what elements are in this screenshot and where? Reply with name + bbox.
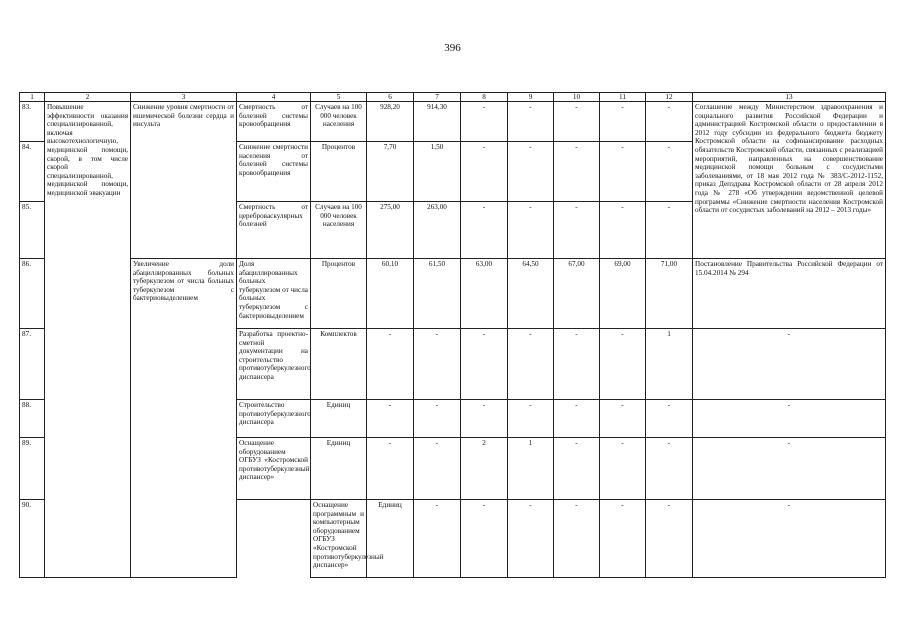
col-header: 3 (131, 93, 237, 102)
value-cell: 1,50 (414, 142, 461, 202)
value-cell: 63,00 (461, 259, 508, 329)
basis-cell: - (693, 329, 886, 400)
indicator-cell: Оснащение программным и компьютерным оборудованием ОГБУЗ «Костромской противотуберкулезный диспансер» (311, 500, 367, 578)
value-cell: - (508, 500, 554, 578)
value-cell: - (554, 500, 600, 578)
header-row (20, 93, 886, 102)
col-header: 6 (367, 93, 414, 102)
value-cell: 64,50 (508, 259, 554, 329)
row-number: 84. (20, 142, 45, 202)
value-cell: - (646, 400, 693, 438)
col-header: 13 (693, 93, 886, 102)
unit-cell: Единиц (311, 400, 367, 438)
unit-cell: Комплектов (311, 329, 367, 400)
row-number: 87. (20, 329, 45, 400)
value-cell: - (461, 500, 508, 578)
value-cell: - (554, 438, 600, 500)
basis-cell: Соглашение между Министерством здравоохранения и социального развития Российской Федерации и администрацией Костромской области о предоставлении в 2012 году субсидии из федерального бюджета бюджету Костромской области на софинансирование расходных обязательств Костромской области, связанных с реализацией мероприятий, направленных на совершенствование медицинской помощи больным с сосудистыми заболеваниями, от 18 мая 2012 года № 383/С-2012-1152, приказ Депздрава Костромской области от 28 апреля 2012 года № 278 «Об утверждении ведомственной целевой программы «Снижение смертности населения Костромской области от сосудистых заболеваний на 2012 – 2013 годы» (693, 102, 886, 259)
col-header: 8 (461, 93, 508, 102)
row-number: 88. (20, 400, 45, 438)
value-cell: - (414, 438, 461, 500)
value-cell: 2 (461, 438, 508, 500)
unit-cell: Процентов (311, 142, 367, 202)
value-cell: - (367, 400, 414, 438)
value-cell: - (600, 400, 646, 438)
basis-cell: Постановление Правительства Российской Федерации от 15.04.2014 № 294 (693, 259, 886, 329)
value-cell: - (600, 102, 646, 142)
indicator-cell: Оснащение оборудованием ОГБУЗ «Костромской противотуберкулезный диспансер» (237, 438, 311, 500)
value-cell: - (367, 438, 414, 500)
row-number: 83. (20, 102, 45, 142)
value-cell: - (554, 202, 600, 259)
col-header: 2 (45, 93, 131, 102)
empty-cell (237, 500, 311, 578)
table-row (20, 102, 886, 142)
indicators-table (19, 92, 886, 578)
indicator-cell: Смертность от болезней системы кровообращения (237, 102, 311, 142)
value-cell: 7,70 (367, 142, 414, 202)
basis-cell: - (693, 438, 886, 500)
col-header: 7 (414, 93, 461, 102)
value-cell: 71,00 (646, 259, 693, 329)
value-cell: - (600, 202, 646, 259)
value-cell: - (600, 329, 646, 400)
value-cell: - (414, 329, 461, 400)
value-cell: - (414, 400, 461, 438)
unit-cell: Случаев на 100 000 человек населения (311, 202, 367, 259)
indicator-cell: Строительство противотуберкулезного диспансера (237, 400, 311, 438)
value-cell: - (508, 400, 554, 438)
unit-cell: Единиц (367, 500, 414, 578)
value-cell: - (461, 102, 508, 142)
value-cell: - (461, 202, 508, 259)
col-header: 10 (554, 93, 600, 102)
task-cell: Снижение уровня смертности от ишемической болезни сердца и инсульта (131, 102, 237, 259)
value-cell: - (600, 438, 646, 500)
page-number: 396 (444, 42, 461, 54)
task-cell: Увеличение доли абациллированных больных туберкулезом от числа больных туберкулезом с бактериовыделением (131, 259, 237, 578)
col-header: 11 (600, 93, 646, 102)
value-cell: - (508, 142, 554, 202)
value-cell: 263,00 (414, 202, 461, 259)
event-cell: Повышение эффективности оказания специализированной, включая высокотехнологичную, медицинской помощи, скорой, в том числе скорой специализированной, медицинской помощи, медицинской эвакуации (45, 102, 131, 578)
value-cell: - (414, 500, 461, 578)
value-cell: - (461, 142, 508, 202)
value-cell: - (646, 438, 693, 500)
value-cell: - (461, 329, 508, 400)
value-cell: 61,50 (414, 259, 461, 329)
value-cell: - (646, 500, 693, 578)
value-cell: - (554, 400, 600, 438)
value-cell: 69,00 (600, 259, 646, 329)
value-cell: 67,00 (554, 259, 600, 329)
value-cell: - (508, 102, 554, 142)
col-header: 9 (508, 93, 554, 102)
basis-cell: - (693, 400, 886, 438)
col-header: 5 (311, 93, 367, 102)
col-header: 4 (237, 93, 311, 102)
row-number: 86. (20, 259, 45, 329)
indicator-cell: Смертность от цереброваскулярных болезней (237, 202, 311, 259)
value-cell: - (600, 142, 646, 202)
indicator-cell: Доля абациллированных больных туберкулезом от числа больных туберкулезом с бактериовыделением (237, 259, 311, 329)
value-cell: - (554, 329, 600, 400)
row-number: 85. (20, 202, 45, 259)
col-header: 12 (646, 93, 693, 102)
value-cell: 928,20 (367, 102, 414, 142)
value-cell: 1 (646, 329, 693, 400)
unit-cell: Случаев на 100 000 человек населения (311, 102, 367, 142)
table-row (20, 259, 886, 329)
row-number: 90. (20, 500, 45, 578)
value-cell: - (646, 102, 693, 142)
value-cell: - (508, 202, 554, 259)
value-cell: - (508, 329, 554, 400)
value-cell: - (367, 329, 414, 400)
value-cell: 1 (508, 438, 554, 500)
value-cell: - (600, 500, 646, 578)
indicator-cell: Разработка проектно-сметной документации на строительство противотуберкулезного диспансера (237, 329, 311, 400)
value-cell: - (461, 400, 508, 438)
value-cell: - (554, 102, 600, 142)
value-cell: - (646, 202, 693, 259)
value-cell: 914,30 (414, 102, 461, 142)
value-cell: 60,10 (367, 259, 414, 329)
unit-cell: Единиц (311, 438, 367, 500)
value-cell: - (693, 500, 886, 578)
value-cell: - (554, 142, 600, 202)
indicator-cell: Снижение смертности населения от болезней системы кровообращения (237, 142, 311, 202)
row-number: 89. (20, 438, 45, 500)
value-cell: 275,00 (367, 202, 414, 259)
col-header: 1 (20, 93, 45, 102)
value-cell: - (646, 142, 693, 202)
unit-cell: Процентов (311, 259, 367, 329)
